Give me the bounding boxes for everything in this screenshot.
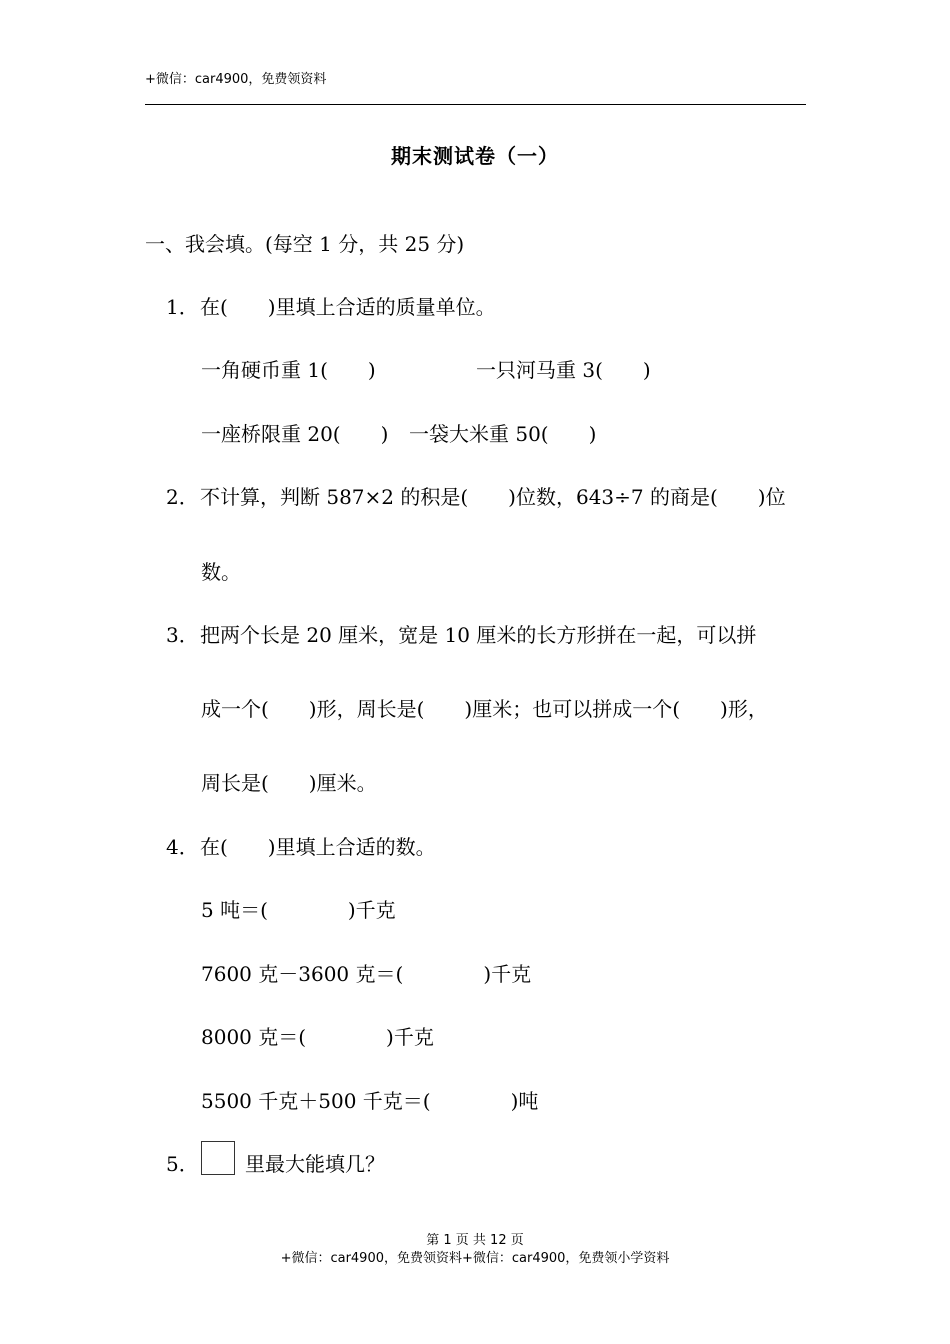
- question-number: 3．: [166, 623, 199, 647]
- page-title: 期末测试卷（一）: [391, 144, 559, 168]
- question-5-number: 5．: [166, 1152, 199, 1176]
- q1-item-b: 一只河马重 3( ): [476, 358, 651, 382]
- q4-item-2: 7600 克－3600 克＝( )千克: [201, 962, 532, 986]
- question-4: [166, 831, 436, 860]
- question-number: 2．: [166, 485, 199, 509]
- q1-item-d: 一袋大米重 50( ): [409, 422, 597, 446]
- q3-continuation-2: 周长是( )厘米。: [201, 771, 377, 795]
- question-text: 把两个长是 20 厘米，宽是 10 厘米的长方形拼在一起，可以拼: [200, 623, 757, 647]
- question-2: [166, 481, 786, 510]
- header-divider: [145, 104, 806, 105]
- question-text: 在( )里填上合适的数。: [200, 835, 436, 859]
- answer-box: [201, 1141, 235, 1175]
- q1-item-a: 一角硬币重 1( ): [201, 358, 376, 382]
- question-number: 1．: [166, 295, 199, 319]
- q4-item-4: 5500 千克＋500 千克＝( )吨: [201, 1089, 539, 1113]
- question-text: 不计算，判断 587×2 的积是( )位数，643÷7 的商是( )位: [200, 485, 786, 509]
- q4-item-1: 5 吨＝( )千克: [201, 898, 396, 922]
- page-number: 第 1 页 共 12 页: [426, 1233, 524, 1248]
- q1-item-c: 一座桥限重 20( ): [201, 422, 389, 446]
- question-3: [166, 619, 756, 648]
- section-heading: 一、我会填。(每空 1 分，共 25 分): [145, 232, 465, 256]
- question-text: 在( )里填上合适的质量单位。: [200, 295, 496, 319]
- question-1: [166, 291, 496, 320]
- header-note: +微信：car4900，免费领资料: [145, 72, 327, 87]
- footer-note: +微信：car4900，免费领资料+微信：car4900，免费领小学资料: [280, 1251, 670, 1266]
- question-number: 4．: [166, 835, 199, 859]
- q3-continuation-1: 成一个( )形，周长是( )厘米；也可以拼成一个( )形，: [201, 697, 768, 721]
- q2-continuation: 数。: [201, 560, 241, 584]
- q4-item-3: 8000 克＝( )千克: [201, 1025, 434, 1049]
- question-5-text: 里最大能填几？: [245, 1152, 385, 1176]
